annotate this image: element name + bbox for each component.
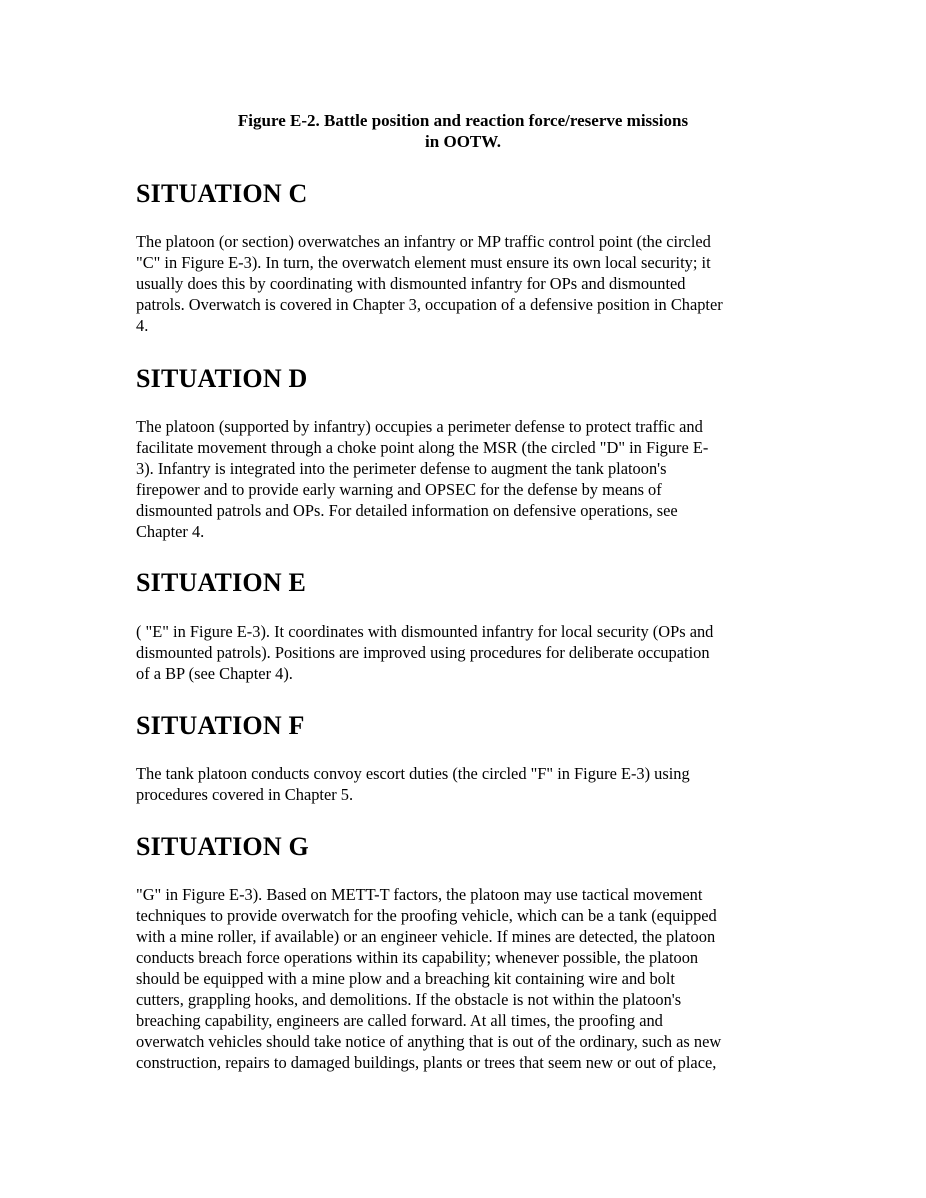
section-paragraph-situation-c — [136, 231, 790, 336]
figure-caption — [136, 110, 790, 152]
paragraph-line: The platoon (supported by infantry) occupies a perimeter defense to protect traffic and — [136, 417, 703, 436]
section-paragraph-situation-e — [136, 621, 790, 684]
paragraph-line: should be equipped with a mine plow and a breaching kit containing wire and bolt — [136, 969, 675, 988]
section-paragraph-situation-g — [136, 884, 790, 1073]
paragraph-line: overwatch vehicles should take notice of anything that is out of the ordinary, such as new — [136, 1032, 722, 1051]
paragraph-line: with a mine roller, if available) or an engineer vehicle. If mines are detected, the platoon — [136, 927, 716, 946]
section-heading-situation-g: SITUATION G — [136, 832, 309, 861]
figure-caption-line: Figure E-2. Battle position and reaction force/reserve missions — [237, 111, 689, 130]
paragraph-line: techniques to provide overwatch for the proofing vehicle, which can be a tank (equipped — [136, 906, 717, 925]
paragraph-line: conducts breach force operations within its capability; whenever possible, the platoon — [136, 948, 699, 967]
paragraph-line: "G" in Figure E-3). Based on METT-T factors, the platoon may use tactical movement — [136, 885, 703, 904]
paragraph-line: 4. — [136, 316, 149, 335]
section-paragraph-situation-f — [136, 763, 790, 805]
paragraph-line: of a BP (see Chapter 4). — [136, 664, 293, 683]
paragraph-line: "C" in Figure E-3). In turn, the overwatch element must ensure its own local security; it — [136, 253, 711, 272]
paragraph-line: dismounted patrols). Positions are improved using procedures for deliberate occupation — [136, 643, 710, 662]
paragraph-line: usually does this by coordinating with dismounted infantry for OPs and dismounted — [136, 274, 686, 293]
section-heading-situation-e: SITUATION E — [136, 568, 307, 597]
paragraph-line: facilitate movement through a choke point along the MSR (the circled "D" in Figure E- — [136, 438, 709, 457]
paragraph-line: patrols. Overwatch is covered in Chapter 3, occupation of a defensive position in Chapter — [136, 295, 723, 314]
paragraph-line: construction, repairs to damaged buildings, plants or trees that seem new or out of place, — [136, 1053, 717, 1072]
section-heading-situation-d: SITUATION D — [136, 364, 308, 393]
paragraph-line: The platoon (or section) overwatches an infantry or MP traffic control point (the circled — [136, 232, 711, 251]
paragraph-line: procedures covered in Chapter 5. — [136, 785, 354, 804]
paragraph-line: dismounted patrols and OPs. For detailed information on defensive operations, see — [136, 501, 678, 520]
section-heading-situation-f: SITUATION F — [136, 711, 305, 740]
paragraph-line: 3). Infantry is integrated into the perimeter defense to augment the tank platoon's — [136, 459, 667, 478]
paragraph-line: firepower and to provide early warning and OPSEC for the defense by means of — [136, 480, 662, 499]
paragraph-line: cutters, grappling hooks, and demolitions. If the obstacle is not within the platoon's — [136, 990, 682, 1009]
paragraph-line: The tank platoon conducts convoy escort duties (the circled "F" in Figure E-3) using — [136, 764, 690, 783]
section-heading-situation-c: SITUATION C — [136, 179, 308, 208]
paragraph-line: ( "E" in Figure E-3). It coordinates with dismounted infantry for local security (OPs and — [136, 622, 714, 641]
figure-caption-line: in OOTW. — [425, 132, 501, 151]
paragraph-line: breaching capability, engineers are called forward. At all times, the proofing and — [136, 1011, 663, 1030]
section-paragraph-situation-d — [136, 416, 790, 542]
paragraph-line: Chapter 4. — [136, 522, 205, 541]
